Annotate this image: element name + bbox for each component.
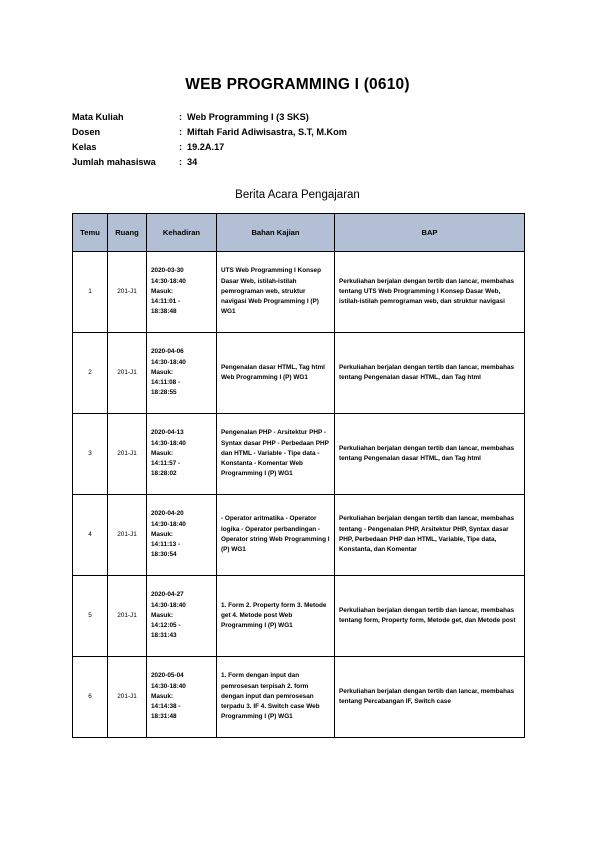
cell-bahan-kajian: Pengenalan dasar HTML, Tag html Web Programming I (P) WG1 (217, 333, 335, 414)
cell-bahan-kajian: 1. Form dengan input dan pemrosesan terpisah 2. form dengan input dan pemrosesan terpadu 3. IF 4. Switch case Web Programming I (P) WG1 (217, 657, 335, 738)
header-ruang: Ruang (108, 214, 147, 252)
cell-bahan-kajian: - Operator aritmatika - Operator logika - Operator perbandingan - Operator string Web Programming I (P) WG1 (217, 495, 335, 576)
info-value: Web Programming I (3 SKS) (187, 112, 309, 122)
kehadiran-in: 14:12:05 - (151, 622, 181, 630)
table-row (73, 333, 525, 414)
cell-bap: Perkuliahan berjalan dengan tertib dan lancar, membahas tentang Percabangan IF, Switch case (335, 657, 525, 738)
cell-temu: 5 (73, 576, 108, 657)
document-title: WEB PROGRAMMING I (0610) (185, 76, 410, 93)
info-row-jumlah-mahasiswa (72, 155, 347, 170)
cell-kehadiran (147, 333, 217, 414)
cell-ruang: 201-J1 (108, 252, 147, 333)
info-separator: : (179, 112, 183, 122)
kehadiran-in: 14:11:01 - (151, 298, 181, 306)
info-separator: : (179, 142, 183, 152)
kehadiran-date: 2020-04-13 (151, 429, 184, 437)
cell-ruang: 201-J1 (108, 495, 147, 576)
info-label: Mata Kuliah (72, 112, 124, 122)
table-row (73, 576, 525, 657)
cell-kehadiran (147, 657, 217, 738)
table-row (73, 414, 525, 495)
course-info (72, 110, 347, 170)
header-bap: BAP (335, 214, 525, 252)
info-row-kelas (72, 140, 347, 155)
table-row (73, 657, 525, 738)
cell-bahan-kajian: UTS Web Programming I Konsep Dasar Web, istilah-istilah pemrograman web, struktur navigasi Web Programming I (P) WG1 (217, 252, 335, 333)
kehadiran-label: Masuk: (151, 611, 174, 619)
header-temu: Temu (73, 214, 108, 252)
info-value: Miftah Farid Adiwisastra, S.T, M.Kom (187, 127, 347, 137)
kehadiran-label: Masuk: (151, 449, 174, 457)
kehadiran-time: 14:30-18:40 (151, 439, 186, 447)
kehadiran-label: Masuk: (151, 530, 174, 538)
cell-temu: 1 (73, 252, 108, 333)
kehadiran-in: 14:14:38 - (151, 703, 181, 711)
kehadiran-label: Masuk: (151, 287, 174, 295)
cell-kehadiran (147, 576, 217, 657)
info-separator: : (179, 157, 183, 167)
cell-temu: 2 (73, 333, 108, 414)
kehadiran-out: 18:31:48 (151, 713, 177, 721)
section-title: Berita Acara Pengajaran (235, 189, 360, 201)
table-row (73, 252, 525, 333)
info-value: 19.2A.17 (187, 142, 225, 152)
cell-temu: 6 (73, 657, 108, 738)
kehadiran-out: 18:28:02 (151, 470, 177, 478)
header-bahan-kajian: Bahan Kajian (217, 214, 335, 252)
kehadiran-in: 14:11:08 - (151, 379, 181, 387)
kehadiran-date: 2020-05-04 (151, 672, 184, 680)
kehadiran-date: 2020-04-20 (151, 510, 184, 518)
info-label: Kelas (72, 142, 97, 152)
kehadiran-label: Masuk: (151, 368, 174, 376)
cell-bap: Perkuliahan berjalan dengan tertib dan lancar, membahas tentang Pengenalan dasar HTML, dan Tag html (335, 333, 525, 414)
kehadiran-date: 2020-04-06 (151, 348, 184, 356)
info-row-mata-kuliah (72, 110, 347, 125)
cell-bahan-kajian: 1. Form 2. Property form 3. Metode get 4. Metode post Web Programming I (P) WG1 (217, 576, 335, 657)
cell-ruang: 201-J1 (108, 414, 147, 495)
cell-bap: Perkuliahan berjalan dengan tertib dan lancar, membahas tentang Pengenalan dasar HTML, dan Tag html (335, 414, 525, 495)
cell-ruang: 201-J1 (108, 657, 147, 738)
kehadiran-in: 14:11:13 - (151, 541, 181, 549)
kehadiran-time: 14:30-18:40 (151, 682, 186, 690)
cell-temu: 4 (73, 495, 108, 576)
info-separator: : (179, 127, 183, 137)
cell-kehadiran (147, 495, 217, 576)
cell-bahan-kajian: Pengenalan PHP - Arsitektur PHP - Syntax dasar PHP - Perbedaan PHP dan HTML - Variable - Tipe data - Konstanta - Komentar Web Programming I (P) WG1 (217, 414, 335, 495)
kehadiran-time: 14:30-18:40 (151, 277, 186, 285)
info-label: Dosen (72, 127, 101, 137)
kehadiran-date: 2020-04-27 (151, 591, 184, 599)
cell-temu: 3 (73, 414, 108, 495)
kehadiran-date: 2020-03-30 (151, 267, 184, 275)
cell-bap: Perkuliahan berjalan dengan tertib dan lancar, membahas tentang - Pengenalan PHP, Arsitektur PHP, Syntax dasar PHP, Perbedaan PHP dan HTML, Variable, Tipe data, Konstanta, dan Komentar (335, 495, 525, 576)
table-row (73, 495, 525, 576)
kehadiran-in: 14:11:57 - (151, 460, 181, 468)
cell-ruang: 201-J1 (108, 576, 147, 657)
cell-kehadiran (147, 414, 217, 495)
cell-ruang: 201-J1 (108, 333, 147, 414)
kehadiran-time: 14:30-18:40 (151, 520, 186, 528)
bap-table (72, 213, 525, 738)
kehadiran-out: 18:31:43 (151, 632, 177, 640)
kehadiran-out: 18:30:54 (151, 551, 177, 559)
table-header-row (73, 214, 525, 252)
info-value: 34 (187, 157, 198, 167)
info-label: Jumlah mahasiswa (72, 157, 156, 167)
cell-bap: Perkuliahan berjalan dengan tertib dan lancar, membahas tentang form, Property form, Metode get, dan Metode post (335, 576, 525, 657)
kehadiran-out: 18:28:55 (151, 389, 177, 397)
cell-bap: Perkuliahan berjalan dengan tertib dan lancar, membahas tentang UTS Web Programming I Konsep Dasar Web, istilah-istilah pemrograman web, dan struktur navigasi (335, 252, 525, 333)
header-kehadiran: Kehadiran (147, 214, 217, 252)
kehadiran-label: Masuk: (151, 692, 174, 700)
cell-kehadiran (147, 252, 217, 333)
kehadiran-out: 18:38:48 (151, 308, 177, 316)
kehadiran-time: 14:30-18:40 (151, 358, 186, 366)
kehadiran-time: 14:30-18:40 (151, 601, 186, 609)
info-row-dosen (72, 125, 347, 140)
